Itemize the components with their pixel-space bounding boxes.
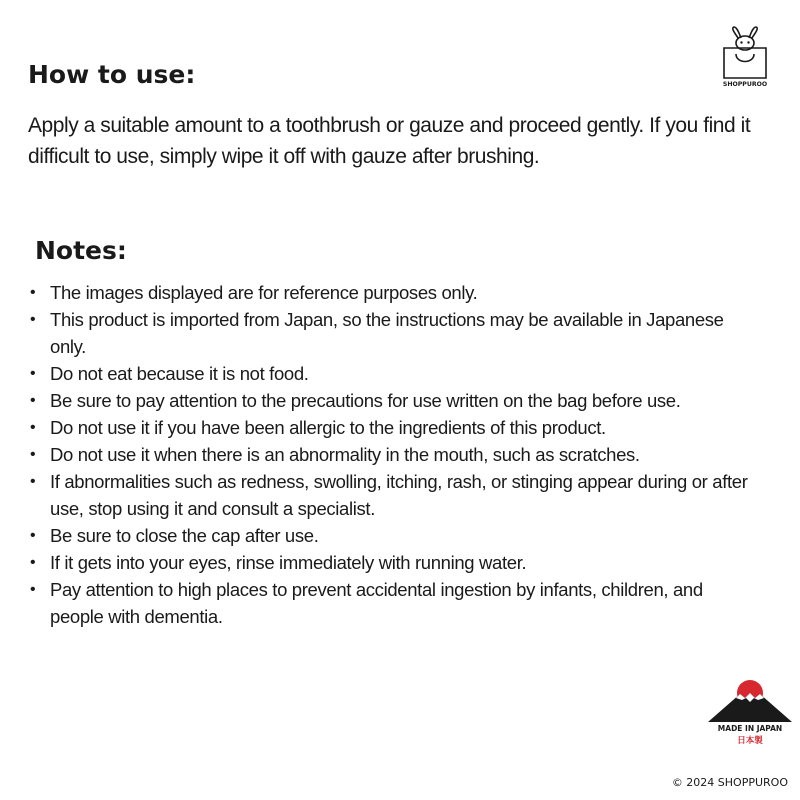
note-text: This product is imported from Japan, so the instructions may be available in Japanese only. bbox=[50, 309, 724, 357]
how-to-use-body: Apply a suitable amount to a toothbrush or gauze and proceed gently. If you find it difficult to use, simply wipe it off with gauze after brushing. bbox=[28, 114, 751, 168]
logo-right-ear bbox=[749, 27, 757, 38]
note-text: The images displayed are for reference purposes only. bbox=[50, 282, 478, 303]
note-item bbox=[30, 414, 760, 441]
logo-left-ear bbox=[733, 27, 741, 38]
note-text: Do not use it when there is an abnormality in the mouth, such as scratches. bbox=[50, 444, 640, 465]
bullet-icon: • bbox=[30, 392, 36, 409]
bullet-icon: • bbox=[30, 527, 36, 544]
made-in-japan-label: MADE IN JAPAN bbox=[717, 724, 783, 733]
note-text: Be sure to close the cap after use. bbox=[50, 525, 319, 546]
bullet-icon: • bbox=[30, 581, 36, 598]
note-item bbox=[30, 441, 760, 468]
copyright-text: © 2024 SHOPPUROO bbox=[671, 776, 788, 789]
logo-bag bbox=[724, 48, 766, 78]
bullet-icon: • bbox=[30, 365, 36, 382]
notes-heading: Notes: bbox=[35, 236, 127, 265]
bullet-icon: • bbox=[30, 554, 36, 571]
note-item bbox=[30, 576, 760, 630]
note-item bbox=[30, 306, 760, 360]
note-text: If it gets into your eyes, rinse immediately with running water. bbox=[50, 552, 527, 573]
note-text: Pay attention to high places to prevent accidental ingestion by infants, children, and people with dementia. bbox=[50, 579, 703, 627]
notes-list bbox=[30, 279, 760, 630]
bullet-icon: • bbox=[30, 311, 36, 328]
note-text: If abnormalities such as redness, swolling, itching, rash, or stinging appear during or after use, stop using it and consult a specialist. bbox=[50, 471, 748, 519]
bullet-icon: • bbox=[30, 446, 36, 463]
bullet-icon: • bbox=[30, 284, 36, 301]
bullet-icon: • bbox=[30, 473, 36, 490]
shoppuroo-logo bbox=[718, 26, 774, 88]
made-in-japan-label-jp: 日本製 bbox=[737, 736, 763, 746]
note-text: Do not use it if you have been allergic to the ingredients of this product. bbox=[50, 417, 606, 438]
note-item bbox=[30, 549, 760, 576]
made-in-japan-badge bbox=[704, 676, 796, 748]
note-item bbox=[30, 360, 760, 387]
bullet-icon: • bbox=[30, 419, 36, 436]
note-item bbox=[30, 522, 760, 549]
note-text: Be sure to pay attention to the precautions for use written on the bag before use. bbox=[50, 390, 681, 411]
note-item bbox=[30, 387, 760, 414]
how-to-use-heading: How to use: bbox=[28, 60, 196, 89]
logo-text: SHOPPUROO bbox=[722, 81, 768, 88]
logo-smile bbox=[736, 54, 754, 62]
note-item bbox=[30, 468, 760, 522]
note-text: Do not eat because it is not food. bbox=[50, 363, 309, 384]
note-item bbox=[30, 279, 760, 306]
